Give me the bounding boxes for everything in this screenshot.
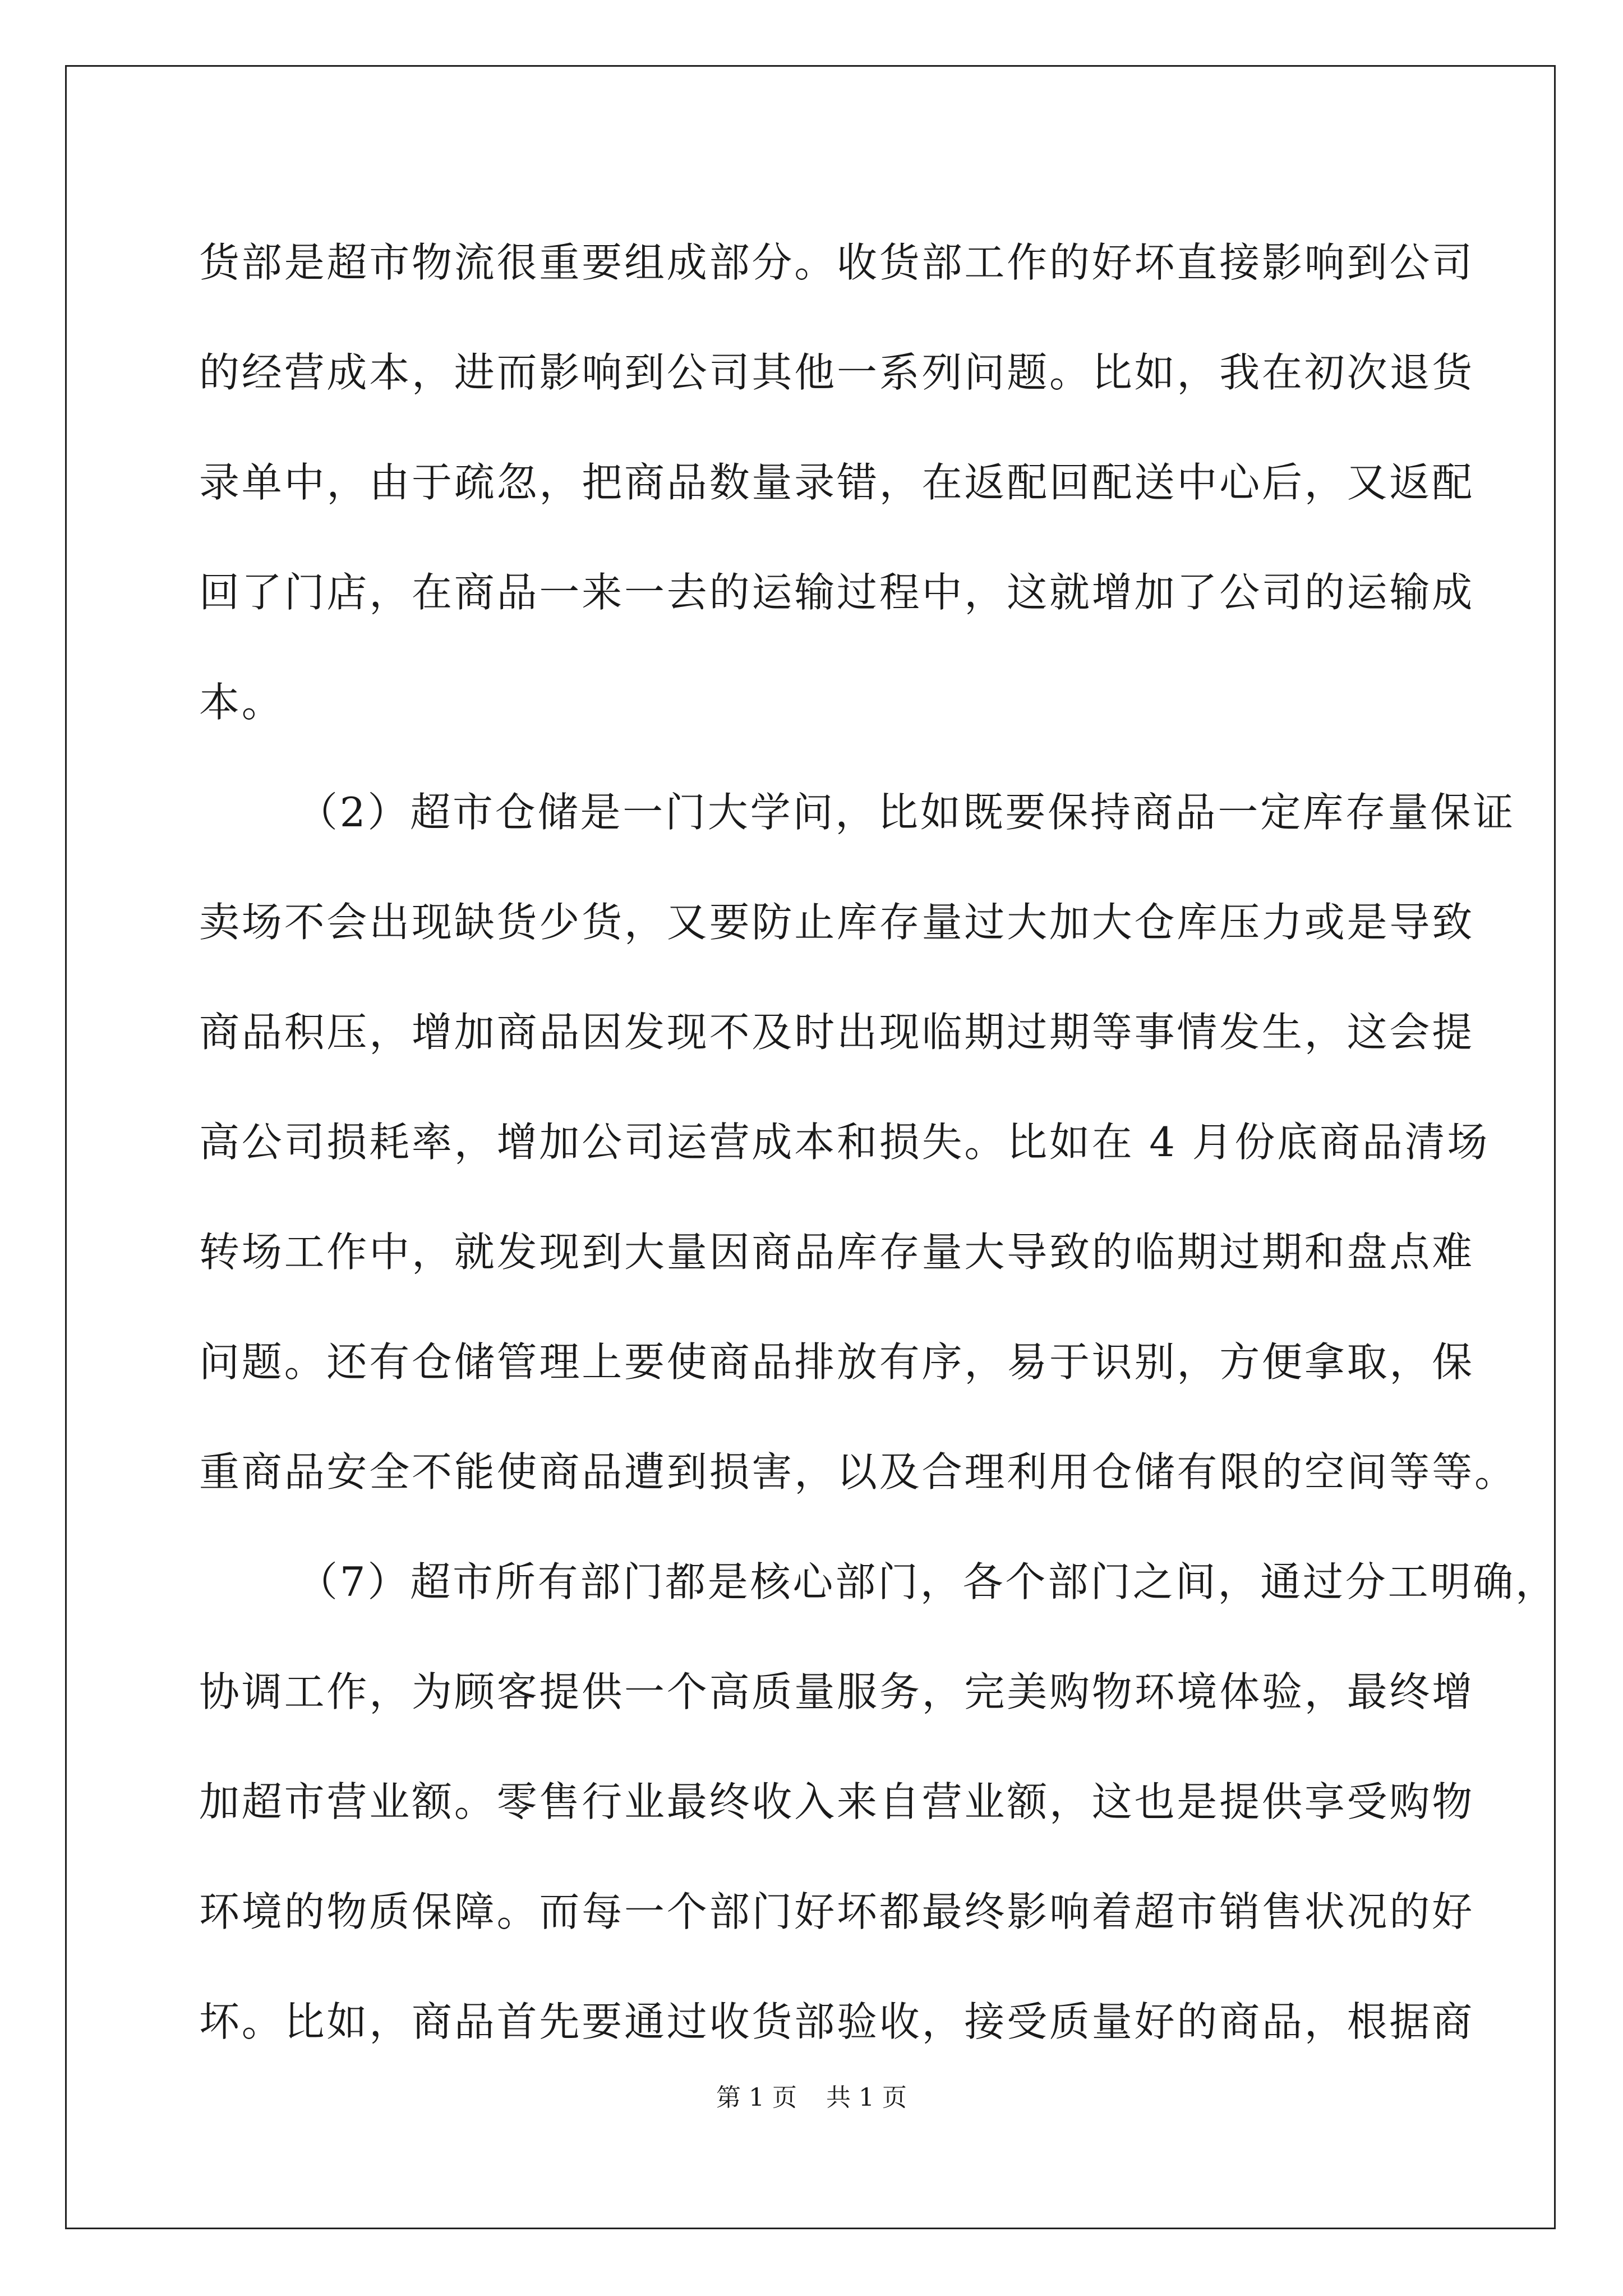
paragraph-start-line: （2）超市仓储是一门大学问，比如既要保持商品一定库存量保证 <box>297 789 1516 836</box>
text-line: 协调工作，为顾客提供一个高质量服务，完美购物环境体验，最终增 <box>199 1668 1475 1715</box>
text-line: 的经营成本，进而影响到公司其他一系列问题。比如，我在初次退货 <box>199 349 1475 396</box>
text-line: 录单中，由于疏忽，把商品数量录错，在返配回配送中心后，又返配 <box>199 459 1475 506</box>
text-line: 高公司损耗率，增加公司运营成本和损失。比如在 4 月份底商品清场 <box>199 1119 1490 1166</box>
text-line: 卖场不会出现缺货少货，又要防止库存量过大加大仓库压力或是导致 <box>199 899 1475 946</box>
text-line: 加超市营业额。零售行业最终收入来自营业额，这也是提供享受购物 <box>199 1778 1475 1825</box>
page-number: 第 1 页 <box>716 2083 797 2112</box>
text-line: 回了门店，在商品一来一去的运输过程中，这就增加了公司的运输成 <box>199 569 1475 616</box>
text-line: 商品积压，增加商品因发现不及时出现临期过期等事情发生，这会提 <box>199 1009 1475 1056</box>
paragraph-start-line: （7）超市所有部门都是核心部门，各个部门之间，通过分工明确， <box>297 1558 1558 1605</box>
page-total: 共 1 页 <box>826 2083 907 2112</box>
text-line: 转场工作中，就发现到大量因商品库存量大导致的临期过期和盘点难 <box>199 1228 1475 1276</box>
text-line: 重商品安全不能使商品遭到损害，以及合理利用仓储有限的空间等等。 <box>199 1448 1517 1496</box>
text-line: 问题。还有仓储管理上要使商品排放有序，易于识别，方便拿取，保 <box>199 1338 1475 1386</box>
document-body <box>199 208 1558 2077</box>
text-line: 坏。比如，商品首先要通过收货部验收，接受质量好的商品，根据商 <box>199 1998 1475 2045</box>
page-footer <box>0 2081 1623 2115</box>
text-line: 环境的物质保障。而每一个部门好坏都最终影响着超市销售状况的好 <box>199 1888 1475 1935</box>
text-line: 本。 <box>199 679 284 726</box>
text-line: 货部是超市物流很重要组成部分。收货部工作的好坏直接影响到公司 <box>199 239 1475 286</box>
